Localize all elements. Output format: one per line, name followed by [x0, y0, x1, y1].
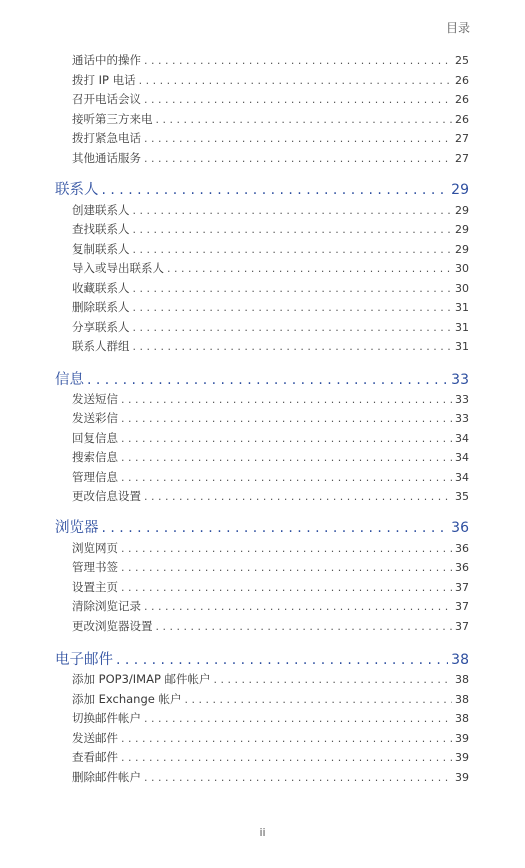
toc-entry-page-number: 36	[451, 520, 469, 536]
toc-entry-title: 联系人群组	[72, 339, 130, 353]
toc-dot-leader	[144, 712, 452, 725]
toc-entry-title: 查看邮件	[72, 750, 118, 764]
toc-dot-leader	[144, 152, 452, 165]
toc-section-entry[interactable]	[72, 598, 469, 614]
toc-entry-title: 信息	[55, 372, 84, 388]
toc-entry-title: 电子邮件	[55, 652, 113, 668]
toc-section-entry[interactable]	[72, 488, 469, 504]
toc-section-entry[interactable]	[72, 202, 469, 218]
toc-entry-title: 更改浏览器设置	[72, 619, 153, 633]
toc-section-entry[interactable]	[72, 671, 469, 687]
toc-entry-page-number: 26	[455, 93, 469, 106]
toc-dot-leader	[144, 490, 452, 503]
toc-chapter-entry[interactable]	[55, 648, 469, 669]
toc-dot-leader	[133, 223, 453, 236]
toc-entry-title: 分享联系人	[72, 320, 130, 334]
toc-section-entry[interactable]	[72, 730, 469, 746]
toc-chapter-entry[interactable]	[55, 178, 469, 199]
toc-entry-page-number: 38	[455, 712, 469, 725]
toc-section-entry[interactable]	[72, 410, 469, 426]
toc-entry-page-number: 34	[455, 451, 469, 464]
toc-entry-page-number: 31	[455, 321, 469, 334]
toc-entry-title: 接听第三方来电	[72, 112, 153, 126]
toc-section-entry[interactable]	[72, 391, 469, 407]
toc-entry-title: 创建联系人	[72, 203, 130, 217]
toc-section-entry[interactable]	[72, 449, 469, 465]
toc-section-entry[interactable]	[72, 130, 469, 146]
toc-dot-leader	[144, 54, 452, 67]
toc-entry-page-number: 30	[455, 262, 469, 275]
toc-dot-leader	[121, 451, 452, 464]
toc-dot-leader	[121, 393, 452, 406]
toc-chapter-entry[interactable]	[55, 516, 469, 537]
toc-entry-page-number: 29	[451, 182, 469, 198]
page-header-title: 目录	[445, 21, 470, 35]
toc-entry-title: 回复信息	[72, 431, 118, 445]
toc-dot-leader	[167, 262, 452, 275]
toc-entry-page-number: 33	[455, 412, 469, 425]
toc-section-entry[interactable]	[72, 579, 469, 595]
toc-entry-title: 导入或导出联系人	[72, 261, 164, 275]
toc-entry-title: 删除邮件帐户	[72, 770, 141, 784]
toc-dot-leader	[144, 771, 452, 784]
toc-entry-page-number: 26	[455, 113, 469, 126]
toc-section-entry[interactable]	[72, 749, 469, 765]
toc-dot-leader	[102, 520, 449, 536]
toc-dot-leader	[121, 412, 452, 425]
toc-entry-page-number: 27	[455, 132, 469, 145]
toc-dot-leader	[102, 182, 449, 198]
toc-dot-leader	[121, 561, 452, 574]
toc-dot-leader	[214, 673, 452, 686]
toc-entry-title: 添加 Exchange 帐户	[72, 692, 182, 706]
toc-entry-page-number: 36	[455, 542, 469, 555]
toc-entry-title: 复制联系人	[72, 242, 130, 256]
toc-section-entry[interactable]	[72, 221, 469, 237]
toc-entry-title: 其他通话服务	[72, 151, 141, 165]
toc-dot-leader	[116, 652, 448, 668]
toc-entry-title: 召开电话会议	[72, 92, 141, 106]
toc-dot-leader	[144, 600, 452, 613]
toc-section-entry[interactable]	[72, 280, 469, 296]
toc-section-entry[interactable]	[72, 260, 469, 276]
toc-section-entry[interactable]	[72, 691, 469, 707]
toc-entry-title: 查找联系人	[72, 222, 130, 236]
toc-dot-leader	[87, 372, 448, 388]
toc-entry-page-number: 38	[455, 693, 469, 706]
page-number: ii	[259, 826, 266, 839]
toc-section-entry[interactable]	[72, 710, 469, 726]
toc-dot-leader	[139, 74, 452, 87]
toc-entry-page-number: 37	[455, 581, 469, 594]
toc-section-entry[interactable]	[72, 150, 469, 166]
toc-dot-leader	[133, 340, 453, 353]
toc-entry-title: 管理书签	[72, 560, 118, 574]
toc-entry-page-number: 29	[455, 223, 469, 236]
toc-entry-page-number: 34	[455, 432, 469, 445]
toc-entry-title: 管理信息	[72, 470, 118, 484]
toc-entry-title: 设置主页	[72, 580, 118, 594]
toc-dot-leader	[121, 432, 452, 445]
toc-dot-leader	[121, 471, 452, 484]
toc-entry-page-number: 38	[455, 673, 469, 686]
toc-entry-page-number: 39	[455, 771, 469, 784]
toc-dot-leader	[121, 581, 452, 594]
toc-entry-page-number: 29	[455, 204, 469, 217]
toc-entry-page-number: 38	[451, 652, 469, 668]
toc-entry-page-number: 39	[455, 732, 469, 745]
toc-section-entry[interactable]	[72, 111, 469, 127]
toc-entry-page-number: 37	[455, 620, 469, 633]
toc-section-entry[interactable]	[72, 338, 469, 354]
toc-dot-leader	[133, 282, 453, 295]
toc-section-entry[interactable]	[72, 559, 469, 575]
toc-entry-page-number: 31	[455, 301, 469, 314]
toc-dot-leader	[185, 693, 452, 706]
toc-dot-leader	[133, 321, 453, 334]
toc-entry-page-number: 35	[455, 490, 469, 503]
toc-entry-title: 添加 POP3/IMAP 邮件帐户	[72, 672, 211, 686]
toc-entry-title: 拨打紧急电话	[72, 131, 141, 145]
toc-entry-title: 浏览网页	[72, 541, 118, 555]
toc-entry-title: 搜索信息	[72, 450, 118, 464]
toc-entry-page-number: 36	[455, 561, 469, 574]
toc-section-entry[interactable]	[72, 91, 469, 107]
toc-entry-title: 更改信息设置	[72, 489, 141, 503]
toc-dot-leader	[156, 620, 453, 633]
toc-entry-page-number: 26	[455, 74, 469, 87]
toc-entry-title: 发送邮件	[72, 731, 118, 745]
toc-entry-page-number: 34	[455, 471, 469, 484]
toc-entry-title: 浏览器	[55, 520, 99, 536]
toc-entry-page-number: 30	[455, 282, 469, 295]
toc-entry-title: 拨打 IP 电话	[72, 73, 136, 87]
toc-entry-page-number: 25	[455, 54, 469, 67]
toc-dot-leader	[144, 93, 452, 106]
toc-section-entry[interactable]	[72, 769, 469, 785]
toc-entry-page-number: 29	[455, 243, 469, 256]
toc-dot-leader	[156, 113, 453, 126]
toc-entry-title: 切换邮件帐户	[72, 711, 141, 725]
toc-dot-leader	[121, 732, 452, 745]
toc-entry-page-number: 33	[455, 393, 469, 406]
toc-dot-leader	[121, 751, 452, 764]
toc-dot-leader	[133, 204, 453, 217]
toc-entry-title: 联系人	[55, 182, 99, 198]
toc-entry-title: 发送短信	[72, 392, 118, 406]
toc-section-entry[interactable]	[72, 469, 469, 485]
toc-entry-title: 清除浏览记录	[72, 599, 141, 613]
toc-entry-page-number: 31	[455, 340, 469, 353]
toc-entry-page-number: 37	[455, 600, 469, 613]
toc-entry-page-number: 27	[455, 152, 469, 165]
toc-dot-leader	[144, 132, 452, 145]
toc-entry-page-number: 39	[455, 751, 469, 764]
toc-chapter-entry[interactable]	[55, 368, 469, 389]
toc-section-entry[interactable]	[72, 430, 469, 446]
toc-section-entry[interactable]	[72, 72, 469, 88]
toc-section-entry[interactable]	[72, 618, 469, 634]
toc-section-entry[interactable]	[72, 540, 469, 556]
toc-entry-title: 收藏联系人	[72, 281, 130, 295]
toc-section-entry[interactable]	[72, 299, 469, 315]
toc-section-entry[interactable]	[72, 52, 469, 68]
toc-entry-page-number: 33	[451, 372, 469, 388]
toc-dot-leader	[121, 542, 452, 555]
toc-dot-leader	[133, 243, 453, 256]
toc-entry-title: 删除联系人	[72, 300, 130, 314]
toc-section-entry[interactable]	[72, 319, 469, 335]
toc-entry-title: 发送彩信	[72, 411, 118, 425]
toc-section-entry[interactable]	[72, 241, 469, 257]
toc-entry-title: 通话中的操作	[72, 53, 141, 67]
toc-dot-leader	[133, 301, 453, 314]
